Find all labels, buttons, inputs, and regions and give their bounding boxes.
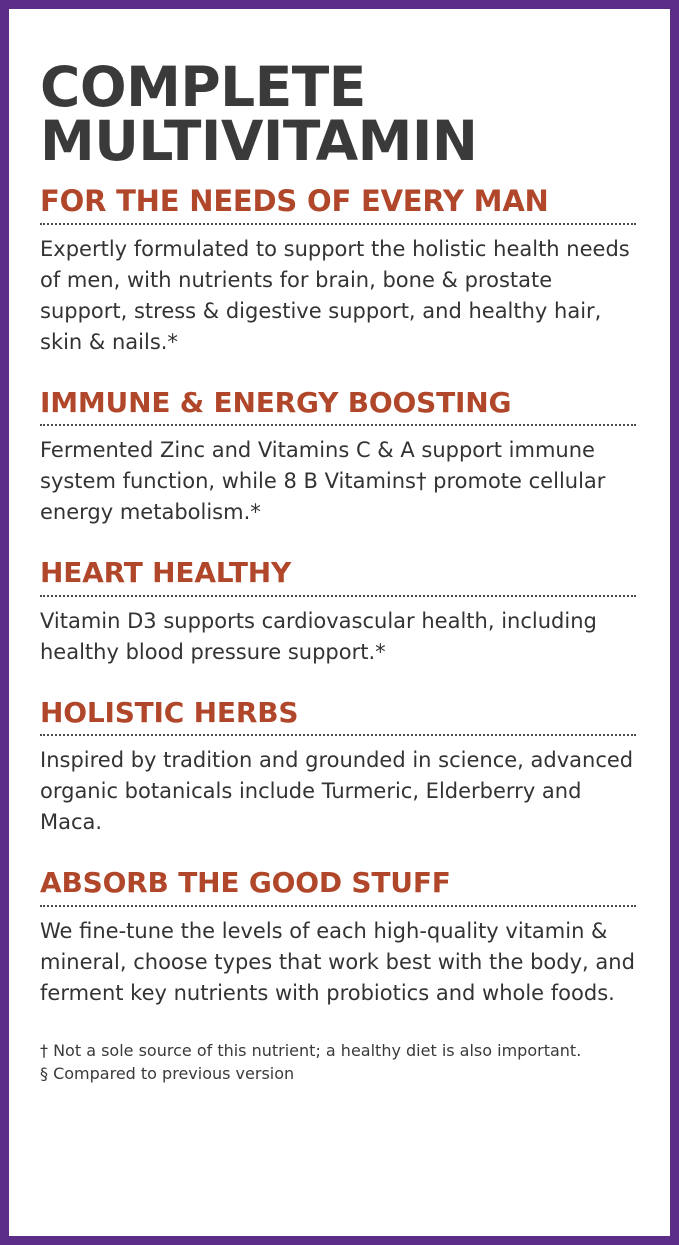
section-heading: IMMUNE & ENERGY BOOSTING <box>40 385 512 419</box>
footnotes <box>40 1039 636 1085</box>
dotted-divider <box>40 223 636 225</box>
section-heading: FOR THE NEEDS OF EVERY MAN <box>40 183 549 218</box>
section-heading: HOLISTIC HERBS <box>40 695 299 729</box>
section-body: Vitamin D3 supports cardiovascular health, including healthy blood pressure support.* <box>40 608 597 664</box>
section-absorb-the-good-stuff <box>40 867 636 1009</box>
section-body: We fine-tune the levels of each high-quality vitamin & mineral, choose types that work best with the body, and ferment key nutrients with probiotics and whole foods. <box>40 918 635 1005</box>
section-immune-and-energy-boosting <box>40 387 636 529</box>
section-holistic-herbs <box>40 697 636 839</box>
section-for-the-needs-of-every-man <box>40 185 636 359</box>
section-heading: HEART HEALTHY <box>40 556 292 590</box>
dotted-divider <box>40 905 636 907</box>
section-heart-healthy <box>40 557 636 668</box>
footnote-section-sign: § Compared to previous version <box>40 1064 295 1084</box>
dotted-divider <box>40 734 636 736</box>
label-content <box>9 9 670 1236</box>
section-body: Expertly formulated to support the holistic health needs of men, with nutrients for brain, bone & prostate support, stress & digestive support, and healthy hair, skin & nails.* <box>40 237 630 355</box>
title-line-1: COMPLETE <box>40 55 366 119</box>
page-title <box>40 55 636 173</box>
section-body: Fermented Zinc and Vitamins C & A support immune system function, while 8 B Vitamins† promote cellular energy metabolism.* <box>40 437 606 525</box>
dotted-divider <box>40 424 636 426</box>
footnote-dagger: † Not a sole source of this nutrient; a healthy diet is also important. <box>40 1040 582 1060</box>
section-body: Inspired by tradition and grounded in science, advanced organic botanicals include Turmeric, Elderberry and Maca. <box>40 748 634 835</box>
section-heading: ABSORB THE GOOD STUFF <box>40 866 451 900</box>
title-line-2: MULTIVITAMIN <box>40 108 478 173</box>
dotted-divider <box>40 595 636 597</box>
